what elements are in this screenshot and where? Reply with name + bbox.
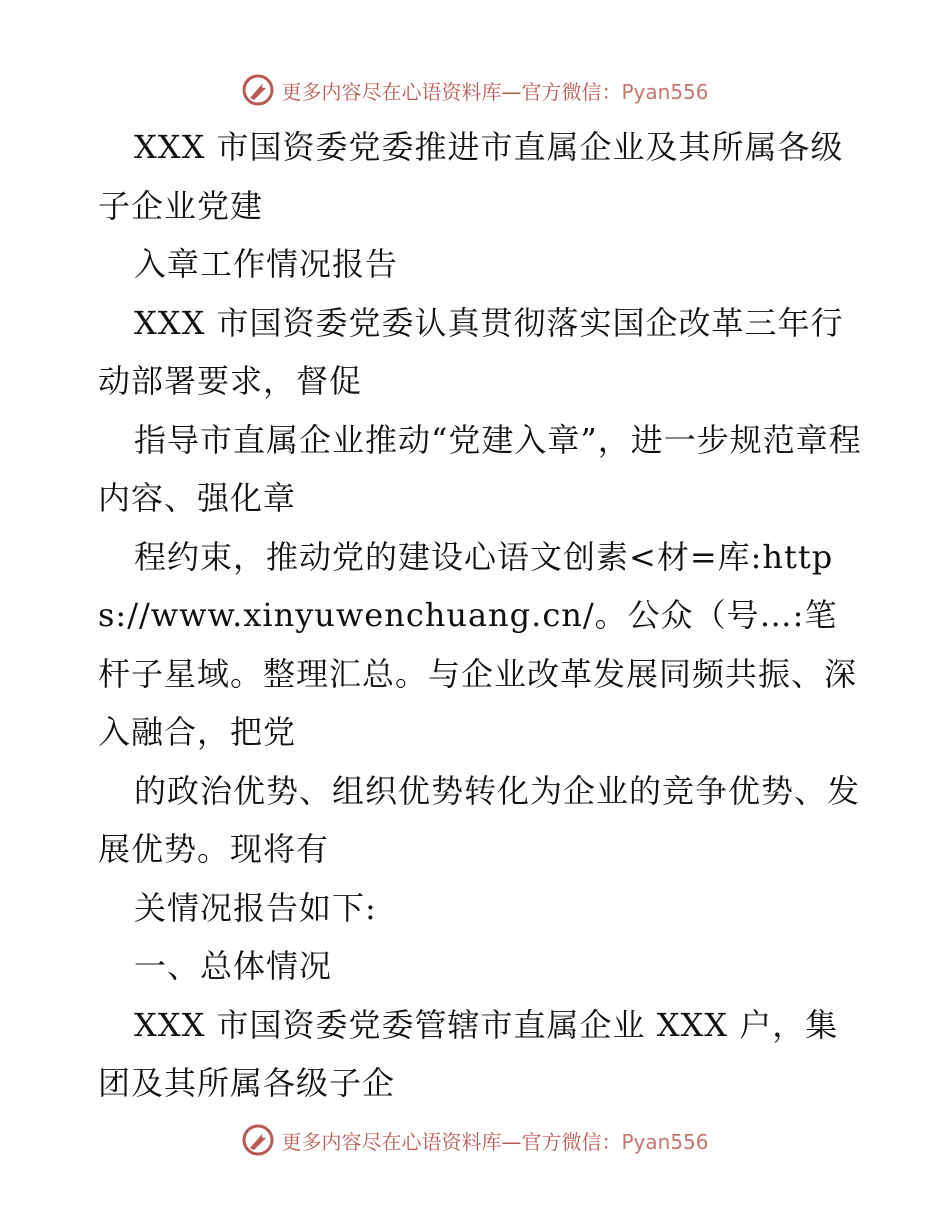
pen-nib-logo-icon (241, 73, 275, 107)
watermark-wechat-id: Pyan556 (621, 79, 709, 104)
document-body (98, 118, 868, 1113)
watermark-text: 更多内容尽在心语资料库—官方微信： (281, 79, 622, 104)
paragraph-title-line-1: XXX 市国资委党委推进市直属企业及其所属各级子企业党建 (98, 128, 844, 225)
watermark-wechat-id: Pyan556 (621, 1129, 709, 1154)
paragraph-intro-1: XXX 市国资委党委认真贯彻落实国企改革三年行动部署要求，督促 (98, 303, 844, 400)
paragraph-intro-5: 关情况报告如下: (134, 888, 377, 927)
paragraph-section-1: XXX 市国资委党委管辖市直属企业 XXX 户，集团及其所属各级子企 (98, 1005, 839, 1102)
pen-nib-logo-icon (241, 1123, 275, 1157)
header-watermark (0, 70, 950, 110)
paragraph-intro-4: 的政治优势、组织优势转化为企业的竞争优势、发展优势。现将有 (98, 771, 861, 868)
watermark-text: 更多内容尽在心语资料库—官方微信： (281, 1129, 622, 1154)
footer-watermark (0, 1120, 950, 1160)
paragraph-intro-2: 指导市直属企业推动“党建入章”，进一步规范章程内容、强化章 (98, 420, 862, 517)
paragraph-intro-3: 程约束，推动党的建设心语文创素<材=库:https://www.xinyuwenchuang.cn/。公众（号…:笔杆子星域。整理汇总。与企业改革发展同频共振、深入融合，把党 (98, 537, 858, 751)
section-heading: 一、总体情况 (134, 947, 333, 985)
paragraph-title-line-2: 入章工作情况报告 (134, 245, 399, 283)
